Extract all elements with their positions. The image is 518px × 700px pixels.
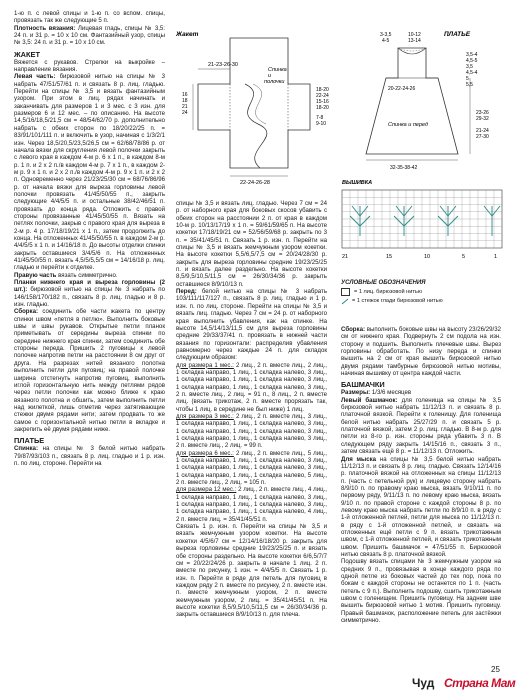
col2-paragraph-1: спицы № 3,5 и вязать лиц. гладью. Через 7 см = 24 р. от наборного края для боковых скосов убавить с обеих сторон на расстоянии 2 п. от края в каждом 10-м р. 10/13/17/19 х 1 п. = 59/61/59/65 п. На высоте кокетки 17/18/19/21 см = 52/56/59/68 р. закрыть по 3 п. = 35/41/45/51 п. Связать 1 р. изн. п. Перейти на спицы № 3,5 и вязать жемчужным узором кокетки. На высоте кокетки 5,5/6,5/7,5 см = 20/24/28/30 р. закрыть для выреза горловины средние 19/23/25/25 п. и вязать далее раздельно. На высоте кокетки 8,5/9,5/10,5/11,5 см = 26/30/34/36 р. закрыть оставшиеся 8/9/10/13 п. [176, 200, 327, 288]
right-part-text: вязать симметрично. [58, 271, 118, 279]
density-label: Плотность вязания: [14, 24, 76, 32]
assembly-text: соединить обе части жакета по центру спинки швом «петля в петлю». Выполнить боковые швы и швы рукавов. Открытые петли планок приметывать от середины выреза спинки по середине нижнего края спинки, затем соединить обе стороны переда. Пришить 2 пуговицы к левой полочке напротив петли на расстоянии 8 см друг от друга. На разрезах нитей вязаного полотна выполнить петли для пуговиц; на правой полочке ширина отстегнуть напротив пуговиц, выполнить иглой горизонтальную нить между петлями рядов через петли полочки как можно ближе к краю вязаного полотна и обшить, затем выполнить петли над жилеткой, лишь отметив через затягивающие стежки двумя рядами нити; затем продвать то же самое с горизонтальной нитью петли в вкладке и закрепить её двумя рядами ниже. [14, 308, 165, 433]
site-logo: Страна Мам [444, 676, 516, 690]
logo-prefix: Чуд [412, 676, 435, 690]
dress-body-top: 20-22-24-26 [388, 86, 416, 92]
legend-stitch-icon [341, 298, 348, 304]
jacket-left-dims: 16 18 21 24 [182, 92, 188, 116]
legend-text-2: = 1 стежок глади бирюзовой нитью [352, 298, 443, 304]
embroidery-chart [338, 176, 508, 264]
col3-assembly-text: выполнить боковые швы на высоту 23/26/29/32 см от нижнего края. Подвернуть 2 см подола на изн. сторону и подшить. Выполнить плечевые швы. Вырез горловины обработать. По низу переда и спинки вышить на 2 см от края вышить бирюзовой нитью двумя рядами тамбурные бирюзовой нитью мотивы, начиная вышивку от центра каждой части. [341, 326, 501, 378]
planks-label: Планки нижнего края и выреза горловины (2 шт.): [14, 279, 165, 294]
legend-row-2 [341, 298, 501, 304]
jacket-center-label: Спинка и полочки [264, 67, 287, 85]
right-part-label: Правую часть [14, 271, 57, 279]
jacket-intro: Вяжется с рукавов. Стрелки на выкройке – направление вязания. [14, 58, 165, 74]
embroidery-label: ВЫШИВКА [342, 180, 373, 186]
dress-center-label: Спинка и перед [388, 122, 429, 128]
jacket-right-dims: 18-20 22-24 15-16 18-20 7-8 9-10 [316, 87, 329, 127]
size4-paragraph [176, 486, 327, 523]
planks-paragraph [14, 279, 165, 308]
left-bootie-label: Левый башмачок: [341, 396, 398, 404]
back-text: на спицы № 3 белой нитью набрать 79/87/93/103 п., связать 8 р. лиц. гладью и 1 р. изн. п. по лиц. стороне. Перейти на [14, 445, 165, 467]
intro-text: 1-ю п. с левой спицы и 1-ю п. со вспом. спицы, провязать так же следующие 5 п. [14, 10, 165, 25]
jacket-bottom-dims: 22-24-26-28 [240, 180, 270, 186]
assembly-paragraph [14, 308, 165, 433]
legend [341, 280, 501, 304]
sole-paragraph [341, 456, 501, 559]
jacket-curve [245, 84, 267, 168]
jacket-top-dims: 21-23-26-30 [208, 62, 238, 68]
size4-label: для размера 12 мес.: [176, 486, 237, 494]
front-text: белой нитью на спицы № 3 набрать 103/111/117/127 п., связать 8 р. лиц. гладью и 1 р. изн. п. по лиц. стороне. Перейти на спицы № 3,5 и вязать лиц. гладью. Через 7 см = 24 р. от наборного края выполнить убавления, как на спинке. На высоте 14,5/14/13/11,5 см для выреза горловины средние 29/33/37/41 п. провязать в нижней части вязания по горизонтали: распределив убавления равномерно через каждые 24 п. для складок следующим образом: [176, 288, 327, 362]
text-column-2 [176, 200, 327, 619]
size1-text: 2 лиц., 2 п. вместе лиц., 2 лиц., 1 складка направо, 1 лиц., 1 складка налево, 3 лиц., 1 складка направо, 1 лиц., 1 складка налево, 3 лиц., 1 складка направо, 1 лиц., 1 складка налево, 3 лиц., 2 п. вместе лиц., 2 лиц. = 91 п., 8 лиц., 2 п. вместе лиц. (вязать трикотаж, 2 п. вместе прорязать так, чтобы 1 лиц. в середине не был ниже) 1 лиц. [176, 361, 327, 413]
dress-diagram-label: ПЛАТЬЕ [444, 31, 471, 38]
sole-text: на спицы № 3,5 белой нитью набрать 11/12/13 п. и связать 8 р. лиц. гладью. Связать 12/14/16 р. платочной вязкой на отложенных на спицы 11/12/13 п. (часть с петельной рук) и лицевую сторону набрать 8/9/10 п. по правому краю мыска, вязать 9/10/11 п. по первому ряду, 9/11/13 п. по левому краю мыска, вязать 9/10 п. по правой стороне с каждой стороны 8 р. по левому краю мыска набрать петли по 8/9/10 п. в ряду с 1-й отложенной петлей, петли для мыска по 11/12/13 п. в ряду с 1-й отложенной петлей, и связать на отложенных ещё петли с 9 п. вязать трикотажным швом, с 1-й отложенной петлей, и связать трикотажным швом. Пришить башмачок = 47/51/55 п. Бирюзовой нитью связать 8 р. платочной вязкой. [341, 455, 501, 558]
text-column-1 [14, 10, 165, 467]
col3-assembly-label: Сборка: [341, 326, 365, 333]
size2-paragraph [176, 413, 327, 450]
size3-label: для размера 6 мес.: [176, 449, 234, 457]
back-paragraph [14, 445, 165, 467]
sizes-paragraph [341, 389, 501, 396]
size3-text: 2 лиц., 2 п. вместе лиц., 5 лиц., 1 складка направо, 1 лиц., 1 складка налево, 3 лиц., 1 складка направо, 1 лиц., 1 складка налево, 3 лиц., 1 складка направо, 1 лиц., 1 складка налево, 5 лиц., 2 п. вместе лиц., 2 лиц. = 105 п. [176, 449, 327, 487]
legend-empty-square-icon [341, 288, 350, 296]
jacket-diagram-label: Жакет [176, 31, 199, 38]
embroidery-grid [342, 190, 502, 248]
back-label: Спинка: [14, 445, 38, 453]
jacket-diagram [170, 26, 335, 196]
jacket-outline [198, 38, 310, 168]
legend-row-1 [341, 288, 501, 296]
dress-top-right: 10-12 13-14 [408, 32, 421, 44]
col2-paragraph-2: Связать 1 р. изн. п. Перейти на спицы № 3,5 и вязать жемчужным узором кокетки. На высоте кокетки 4/5/6/7 см = 12/14/16/18/20 р. закрыть для выреза горловины средние 19/23/25/25 п. и вязать обе стороны раздельно. На высоте кокетки 6/6,5/7/7 см = 20/22/24/26 р. закрыть в начале 1 лиц. 2 п. вместе по рисунку, 1 изн. = 4/4/5/5 п. Связать 1 р. изн. п. Перейти в ряде для петель для пуговиц в каждом ряду 2 п. вместе по рисунку, 2 п. вместе изн. п. вместе жемчужным узором, 2 п. вместе жемчужным узором, 2 лиц. = 35/41/45/51 п. На высоте кокетки 8,5/9,5/10,5/11,5 см = 26/30/34/36 р. закрыть оставшиеся 8/9/10/13 п. для плеча. [176, 523, 327, 619]
dress-top-left: 3-3,5 4-5 [380, 32, 392, 44]
left-part-text: бирюзовой нитью на спицы № 3 набрать 47/51/57/61 п. и связать 8 р. лиц. гладью. Перейти на спицы № 3,5 и вязать фантазийным узором. При этом в лиц. рядах начинать и заканчивать для размеров 1 и 3 мес. с 3 изн. для размеров 6 и 12 мес. – по описанию. На высоте 14,5/16/18,5/21,5 см = 48/54/62/70 р. дополнительно набрать с обеих сторон по 18/20/22/25 п. = 83/91/101/111 п. и включить в узор, начиная с 1/3/2/1 изн. Через 18,5/20,5/23,5/26,5 см = 62/68/78/86 р. от начала вязки для скругления левой полочки закрыть с левого края в каждом 4-м р. 6 х 1 п., в каждом 8-м р. 1 п. и 2 х 2 п./в каждом 4-м р. 7 х 1 п., в каждом 2-м р. 9 х 1 п. и 2 х 2 п./в каждом 4-м р. 9 х 1 п. и 2 х 2 п. Одновременно через 21/23/25/30 см = 68/76/86/96 р. от начала вязки для выреза горловины левой полочки провязать 41/45/50/55 п., закрыть следующие 4/4/5/5 п. и остальные 38/42/46/51 п. провязать до конца ряда. Отложить с правой стороны провязанные 41/45/50/55 п. Вязать на петлях полочки, закрыв с правого края для выреза в 2-м р. 4 р. 17/18/19/21 х 1 п., затем продолжить до конца. На отложенных 41/45/50/55 п. в каждом 2-м р. 4/4/5/5 х 1 п. и 14/16/18 п. До высоты отделки спинки закрыть оставшиеся 3/4/5/6 п. На отложенных 41/45/50/55 п. вязать 4,5/5/5,5/5 см = 14/16/18 р. лиц. гладью и перейти к отделке. [14, 73, 165, 272]
dress-right-dims: 3,5-4 4,5-5 3,5 4,5-4 5 5,5 [466, 52, 478, 88]
density-text: Лицевая гладь, спицы № 3,5: 24 п. и 31 р. = 10 х 10 см. Фантазийный узор, спицы № 3,5: 24 п. и 31 р. = 10 х 10 см. [14, 24, 165, 47]
density-paragraph [14, 25, 165, 47]
right-part-paragraph [14, 272, 165, 279]
left-bootie-paragraph [341, 397, 501, 456]
front-paragraph [176, 288, 327, 361]
legend-text-1: = 1 лиц. бирюзовой нитью [354, 289, 423, 295]
sole-label: Для мыска [341, 455, 377, 463]
jacket-title: ЖАКЕТ [14, 49, 40, 59]
dress-bottom-dims: 32-35-38-42 [390, 165, 418, 171]
size1-label: для размера 1 мес.: [176, 361, 234, 369]
size2-label: для размера 3 мес.: [176, 412, 234, 420]
planks-text: бирюзовой нитью на спицы № 3 набрать по 146/158/170/182 п., связать 8 р. лиц. гладью и 8 р. изн. гладью. [14, 286, 165, 309]
dress-right2: 23-26 29-32 21-24 27-30 [476, 110, 489, 140]
sole2-paragraph: Подошву вязать спицами № 3 жемчужным узором на средних 9 п., провязывая в конце каждого ряда по одной петле из боковых частей до тех пор, пока по бокам с каждой стороны не останется по 1 п. (часть петель с 9 п.). Выполнить подошву, сшить трикотажным швом с голенищем. Пришить пуговицу. На заднем шве вышить бирюзовой нитью 1 мотив. Пришить пуговицу. Правый башмачок, расположение петель для застёжки симметрично. [341, 558, 501, 625]
text-column-3 [341, 326, 501, 624]
legend-title: УСЛОВНЫЕ ОБОЗНАЧЕНИЯ [341, 280, 426, 286]
dress-title: ПЛАТЬЕ [14, 436, 45, 446]
col3-assembly-paragraph [341, 326, 501, 377]
booties-title: БАШМАЧКИ [341, 380, 385, 390]
dress-diagram [336, 26, 511, 174]
front-label: Перед: [176, 288, 197, 296]
page-number: 25 [491, 665, 500, 674]
dress-outline [366, 48, 458, 154]
embroidery-axis: 21 15 10 5 1 [342, 254, 498, 260]
sizes-text: 1/3/6 месяцев [371, 389, 412, 397]
left-bootie-text: для голенища на спицы № 3,5 бирюзовой нитью набрать 11/12/13 п. и связать 8 р. платочной вязкой. Перейти к голенищу. Для голенища белой нитью набрать 25/27/29 п. и связать 5 р. платочной вязкой, затем 2 р. лиц. гладью. В 8-м р. для петли из 8-го р. изн. стороны ряда убавить 3 п. В следующем ряду закрыть 14/15/16 п., связать 3 п., затем связать ещё 8 р. = 11/12/13 п. Отложить. [341, 396, 501, 456]
size4-text: 2 лиц., 2 п. вместе лиц., 4 лиц., 1 складка направо, 1 лиц., 1 складка налево, 3 лиц., 1 складка направо, 1 лиц., 1 складка налево, 3 лиц., 1 складка направо, 1 лиц., 1 складка налево, 4 лиц., 2 п. вместе лиц. = 35/41/45/51 п. [176, 486, 327, 523]
size2-text: 2 лиц., 2 п. вместе лиц., 3 лиц., 1 складка направо, 1 лиц., 1 складка налево, 3 лиц., 1 складка направо, 1 лиц., 1 складка налево, 3 лиц., 1 складка направо, 1 лиц., 1 складка налево, 3 лиц., 2 п. вместе лиц., 2 лиц. = 99 п. [176, 412, 327, 450]
size3-paragraph [176, 450, 327, 487]
left-part-paragraph [14, 73, 165, 271]
assembly-label: Сборка: [14, 308, 38, 316]
size1-paragraph [176, 362, 327, 413]
left-part-label: Левая часть: [14, 73, 56, 81]
sizes-label: Размеры: [341, 389, 371, 397]
